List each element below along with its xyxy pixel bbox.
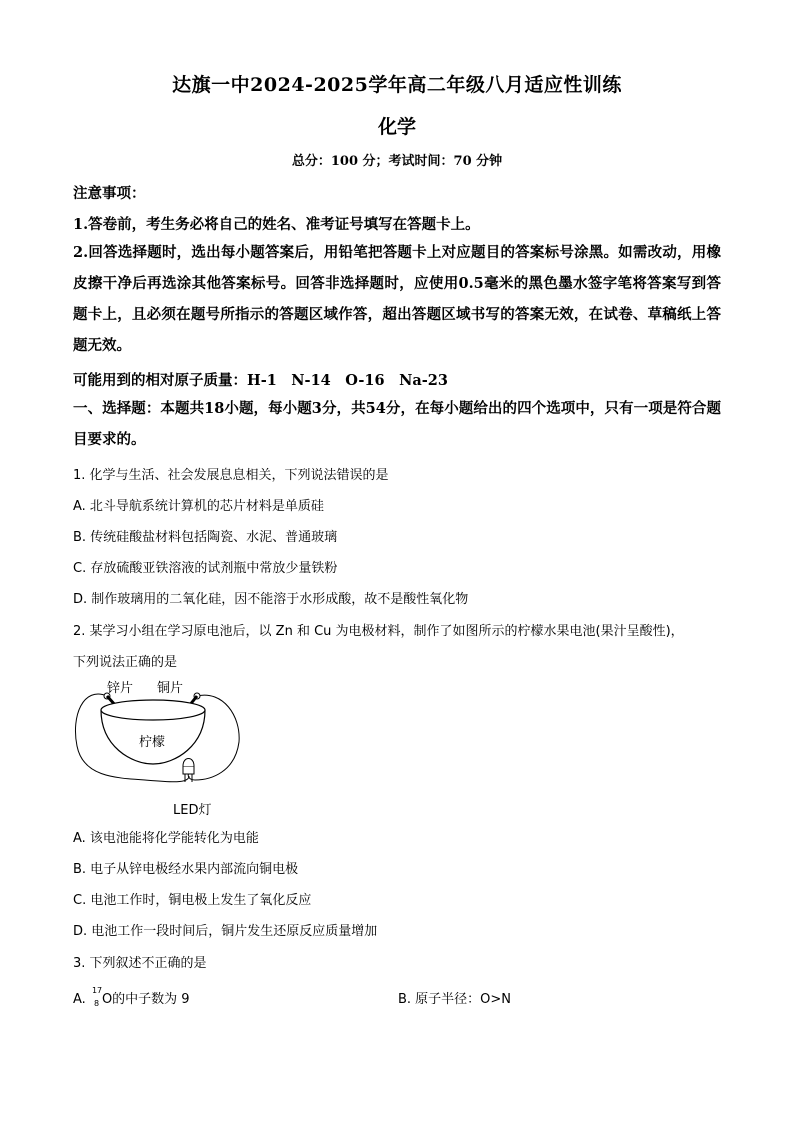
q2-option-b: B. 电子从锌电极经水果内部流向铜电极 [73, 862, 299, 877]
q2-option-d: D. 电池工作一段时间后，铜片发生还原反应质量增加 [73, 924, 378, 939]
label-cu: 铜片 [157, 681, 184, 696]
exam-meta: 总分：100 分；考试时间：70 分钟 [291, 154, 503, 169]
label-lemon: 柠檬 [139, 735, 166, 750]
q3-option-a-text: O的中子数为 9 [101, 992, 190, 1007]
q1-option-a: A. 北斗导航系统计算机的芯片材料是单质硅 [73, 499, 324, 514]
exam-title: 达旗一中2024-2025学年高二年级八月适应性训练 [172, 74, 622, 96]
q2-stem-line2: 下列说法正确的是 [73, 655, 178, 670]
section1-intro: 一、选择题：本题共18小题，每小题3分，共54分，在每小题给出的四个选项中，只有一项是符合题目要求的。 [73, 400, 721, 448]
label-led: LED灯 [173, 803, 212, 818]
q3-option-a [73, 988, 373, 1007]
q1-option-c: C. 存放硫酸亚铁溶液的试剂瓶中常放少量铁粉 [73, 561, 338, 576]
lemon-top [101, 700, 205, 720]
q1-option-b: B. 传统硅酸盐材料包括陶瓷、水泥、普通玻璃 [73, 530, 338, 545]
led-dome [183, 759, 194, 767]
notice-heading: 注意事项： [73, 185, 146, 202]
isotope-mass-number: 17 [91, 986, 103, 995]
subject-title: 化学 [377, 116, 416, 138]
q1-stem: 1. 化学与生活、社会发展息息相关，下列说法错误的是 [73, 468, 389, 483]
q1-option-d: D. 制作玻璃用的二氧化硅，因不能溶于水形成酸，故不是酸性氧化物 [73, 592, 469, 607]
lemon-battery-figure [73, 676, 253, 824]
led-body [183, 766, 194, 774]
q2-stem-line1: 2. 某学习小组在学习原电池后，以 Zn 和 Cu 为电极材料，制作了如图所示的柠檬水果电池(果汁呈酸性)， [73, 624, 684, 639]
isotope-notation [90, 986, 103, 1008]
q3-option-a-prefix: A. [73, 992, 86, 1007]
notice-item-1: 1.答卷前，考生务必将自己的姓名、准考证号填写在答题卡上。 [73, 216, 480, 233]
label-zn: 锌片 [107, 681, 134, 696]
q2-option-c: C. 电池工作时，铜电极上发生了氧化反应 [73, 893, 312, 908]
q3-stem: 3. 下列叙述不正确的是 [73, 956, 207, 971]
q3-option-b: B. 原子半径：O>N [398, 992, 512, 1007]
isotope-atomic-number: 8 [93, 999, 100, 1008]
atomic-mass-line: 可能用到的相对原子质量：H-1 N-14 O-16 Na-23 [73, 372, 448, 389]
notice-item-2: 2.回答选择题时，选出每小题答案后，用铅笔把答题卡上对应题目的答案标号涂黑。如需改动，用橡皮擦干净后再选涂其他答案标号。回答非选择题时，应使用0.5毫米的黑色墨水签字笔将答案写到答题卡上，且必须在题号所指示的答题区域作答，超出答题区域书写的答案无效，在试卷、草稿纸上答题无效。 [73, 244, 721, 354]
q2-option-a: A. 该电池能将化学能转化为电能 [73, 831, 259, 846]
